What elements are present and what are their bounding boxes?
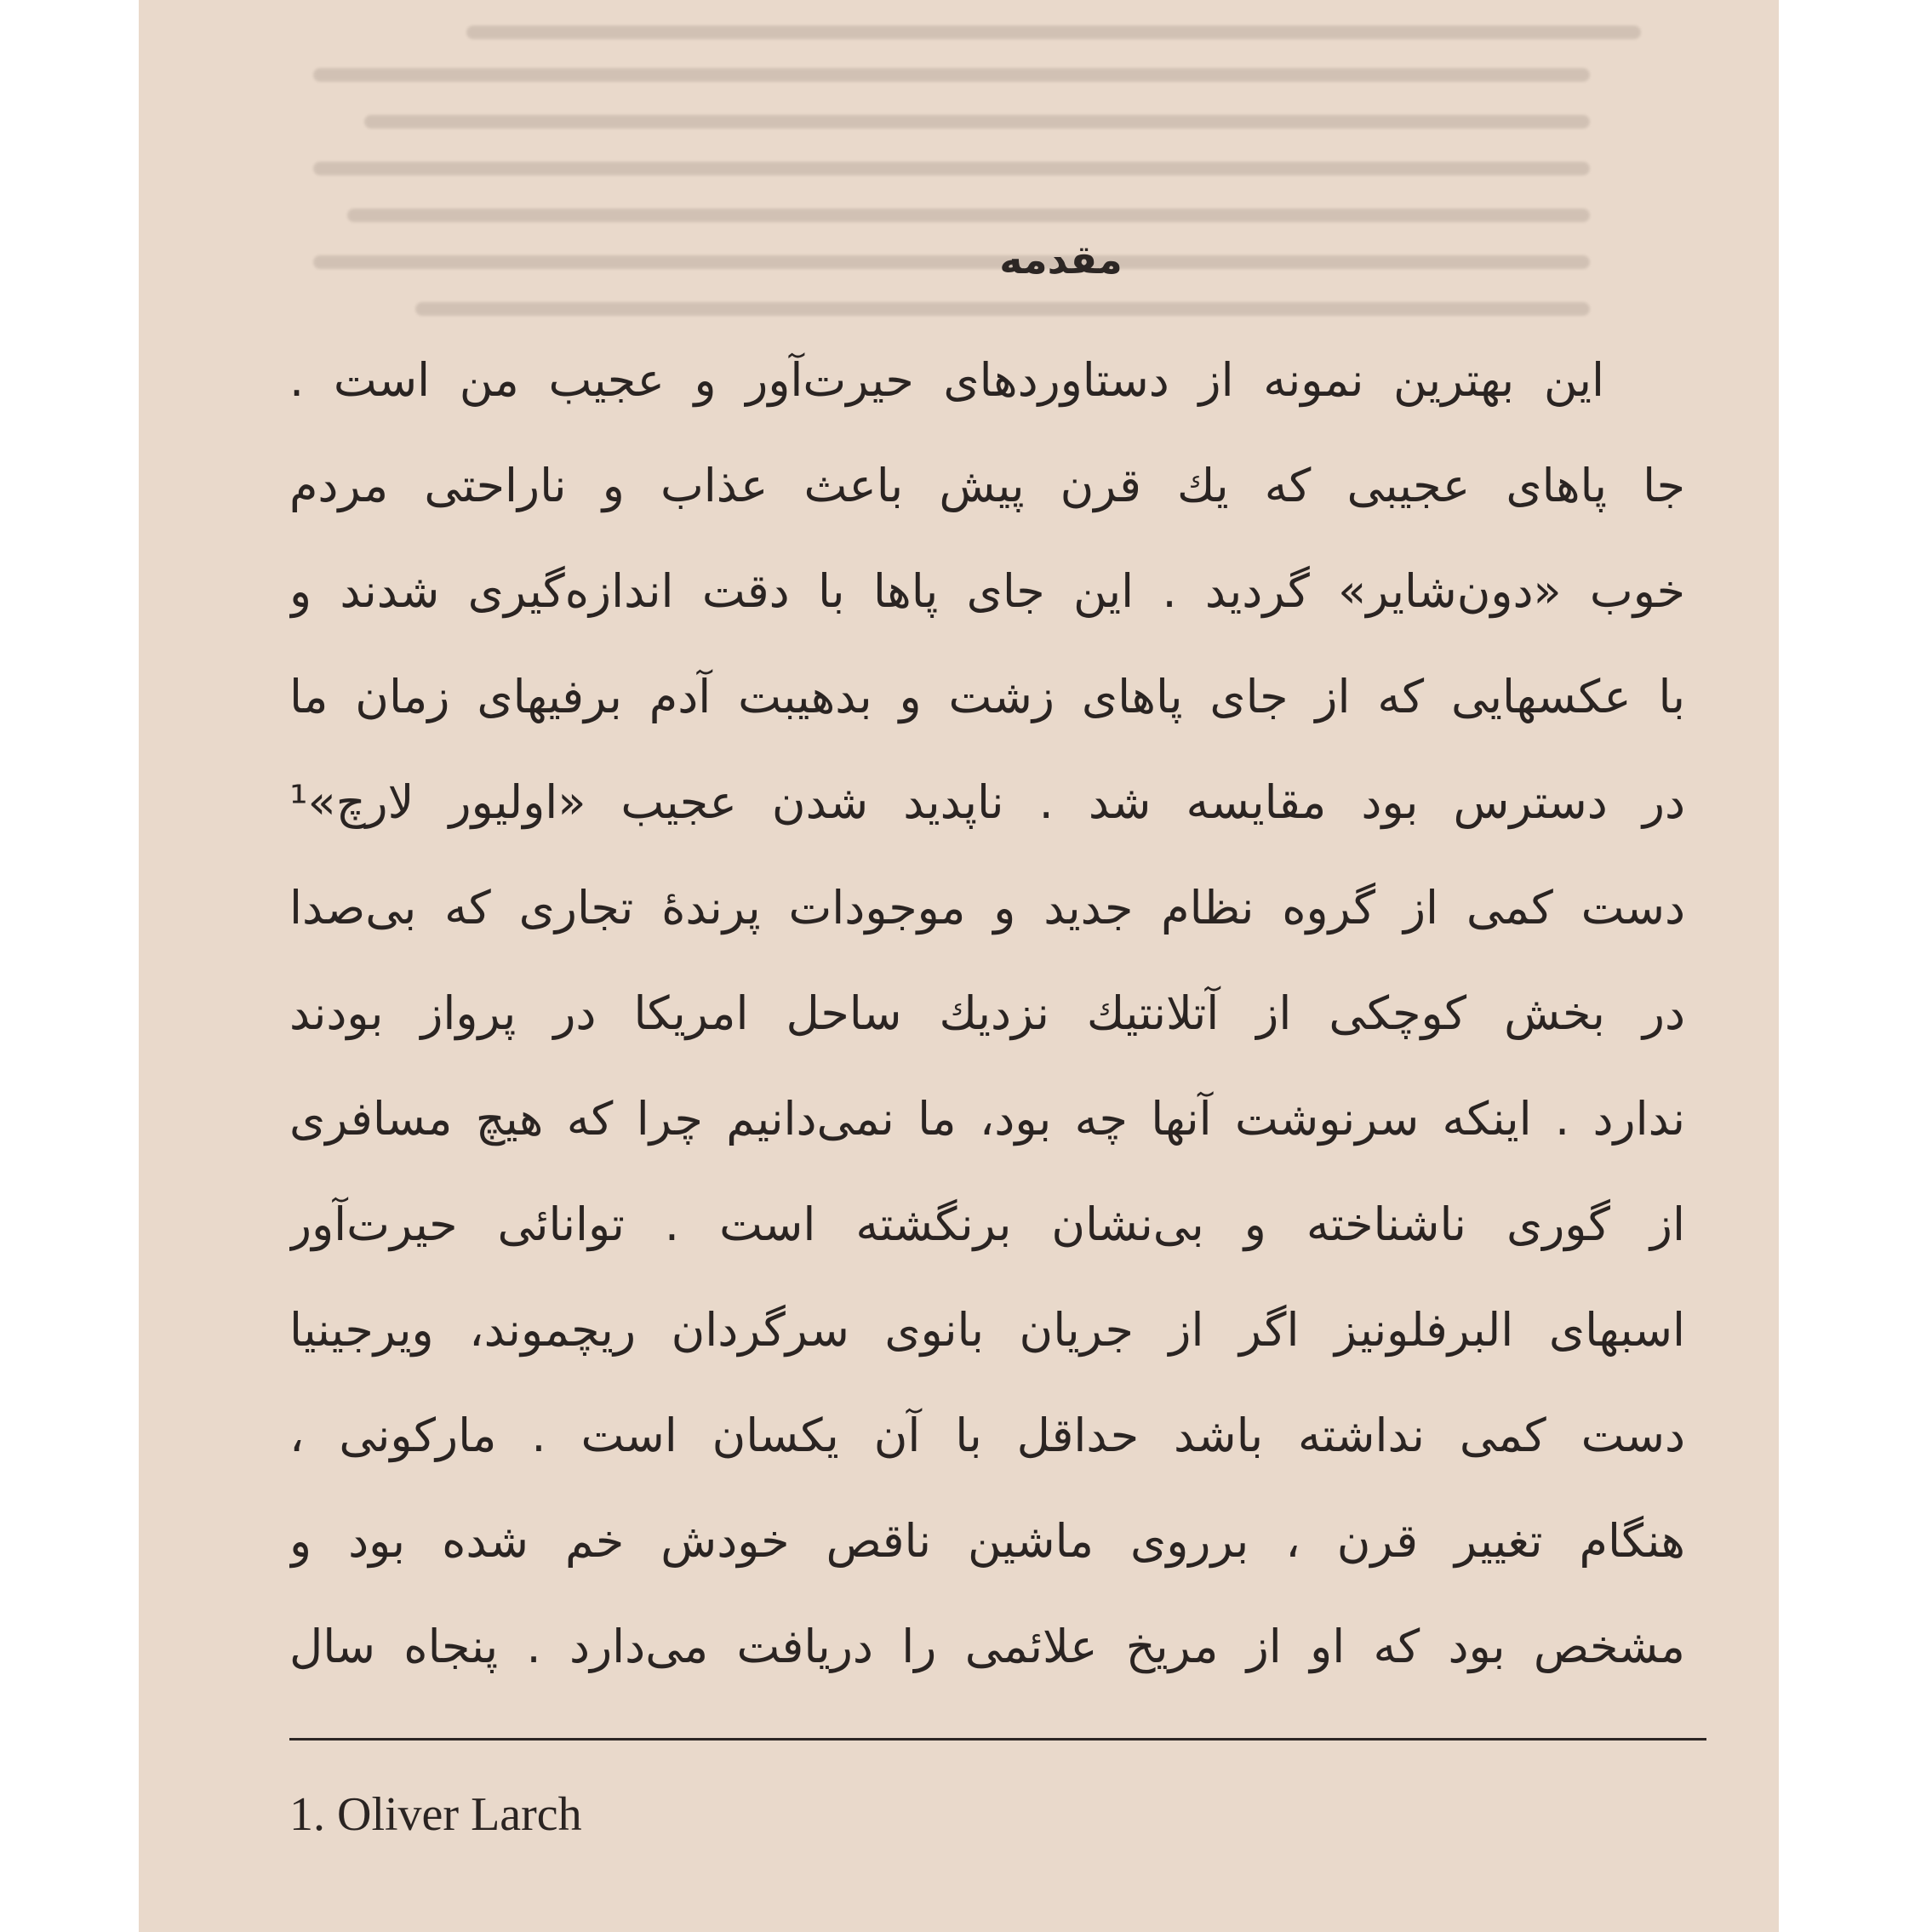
text-line: با عکسهایی که از جای پاهای زشت و بدهیبت آدم برفیهای زمان ما: [289, 670, 1685, 723]
text-line: در بخش کوچکی از آتلانتیك نزدیك ساحل امریکا در پرواز بودند: [289, 986, 1685, 1040]
text-line: خوب «دون‌شایر» گردید . این جای پاها با دقت اندازه‌گیری شدند و: [289, 564, 1685, 618]
heading-text: مقدمه: [999, 237, 1123, 283]
text-line: در دسترس بود مقایسه شد . ناپدید شدن عجیب «اولیور لارچ»¹: [289, 775, 1685, 829]
footnote-divider: [289, 1738, 1706, 1741]
text-line: این بهترین نمونه از دستاوردهای حیرت‌آور و عجیب من است .: [289, 353, 1604, 407]
footnote: 1. Oliver Larch: [289, 1788, 582, 1841]
text-line: دست کمی نداشته باشد حداقل با آن یکسان است . مارکونی ،: [289, 1409, 1685, 1462]
book-page: [139, 0, 1779, 1932]
text-line: جا پاهای عجیبی که یك قرن پیش باعث عذاب و ناراحتی مردم: [289, 459, 1685, 512]
text-line: دست کمی از گروه نظام جدید و موجودات پرندهٔ تجاری که بی‌صدا: [289, 881, 1685, 935]
text-line: از گوری ناشناخته و بی‌نشان برنگشته است . توانائی حیرت‌آور: [289, 1197, 1685, 1251]
body-paragraph: [289, 328, 1685, 1700]
bleed-through-text: [313, 0, 1760, 357]
text-line: هنگام تغییر قرن ، برروی ماشین ناقص خودش خم شده بود و: [289, 1514, 1685, 1568]
text-line: اسبهای البرفلونیز اگر از جریان بانوی سرگردان ریچموند، ویرجینیا: [289, 1303, 1685, 1357]
chapter-heading: [139, 237, 1779, 283]
text-line: ندارد . اینکه سرنوشت آنها چه بود، ما نمی‌دانیم چرا که هیچ مسافری: [289, 1092, 1685, 1146]
text-line: مشخص بود که او از مریخ علائمی را دریافت می‌دارد . پنجاه سال: [289, 1620, 1685, 1673]
